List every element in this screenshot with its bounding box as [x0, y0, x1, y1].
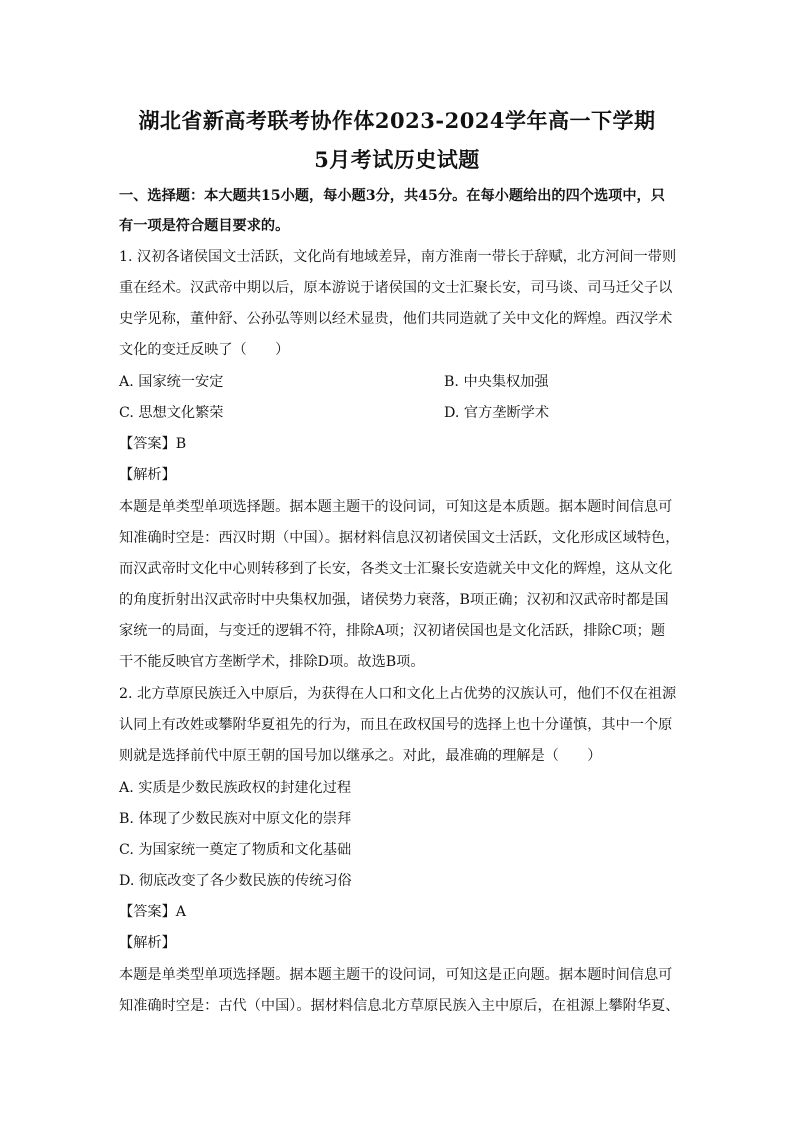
q1-stem-line-3: 史学见称，董仲舒、公孙弘等则以经术显贵，他们共同造就了关中文化的辉煌。西汉学术: [119, 311, 673, 327]
q2-stem-line-3: 则就是选择前代中原王朝的国号加以继承之。对此，最准确的理解是（ ）: [119, 748, 602, 764]
q1-answer: 【答案】B: [119, 436, 187, 452]
section-heading-line-1: 一、选择题：本大题共15小题，每小题3分，共45分。在每小题给出的四个选项中，只: [119, 188, 665, 204]
q2-option-a: A. 实质是少数民族政权的封建化过程: [119, 780, 352, 796]
q2-option-b: B. 体现了少数民族对中原文化的崇拜: [119, 811, 352, 827]
q1-analysis-label: 【解析】: [119, 467, 176, 483]
q1-analysis-line-6: 干不能反映官方垄断学术，排除D项。故选B项。: [119, 654, 425, 670]
q2-stem-line-1: 2. 北方草原民族迁入中原后，为获得在人口和文化上占优势的汉族认可，他们不仅在祖源: [119, 686, 677, 702]
q1-analysis-line-5: 家统一的局面，与变迁的逻辑不符，排除A项；汉初诸侯国也是文化活跃，排除C项；题: [119, 623, 666, 639]
q1-analysis-line-3: 而汉武帝时文化中心则转移到了长安，各类文士汇聚长安造就关中文化的辉煌，这从文化: [119, 561, 673, 577]
q1-analysis-line-2: 知准确时空是：西汉时期（中国）。据材料信息汉初诸侯国文士活跃，文化形成区域特色，: [119, 530, 680, 546]
q2-option-c: C. 为国家统一奠定了物质和文化基础: [119, 842, 352, 858]
q2-analysis-line-2: 知准确时空是：古代（中国）。据材料信息北方草原民族入主中原后，在祖源上攀附华夏、: [119, 998, 680, 1014]
q2-stem-line-2: 认同上有改姓或攀附华夏祖先的行为，而且在政权国号的选择上也十分谨慎，其中一个原: [119, 717, 673, 733]
q1-stem-line-4: 文化的变迁反映了（ ）: [119, 342, 290, 358]
q2-answer: 【答案】A: [119, 904, 186, 920]
q1-analysis-line-1: 本题是单类型单项选择题。据本题主题干的设问词，可知这是本质题。据本题时间信息可: [119, 499, 673, 515]
q2-option-d: D. 彻底改变了各少数民族的传统习俗: [119, 873, 352, 889]
q1-option-c: C. 思想文化繁荣: [119, 405, 224, 421]
q2-analysis-label: 【解析】: [119, 935, 176, 951]
q1-option-a: A. 国家统一安定: [119, 374, 224, 390]
section-heading-line-2: 有一项是符合题目要求的。: [119, 218, 290, 234]
q1-stem-line-2: 重在经术。汉武帝中期以后，原本游说于诸侯国的文士汇聚长安，司马谈、司马迁父子以: [119, 280, 673, 296]
q1-stem-line-1: 1. 汉初各诸侯国文士活跃，文化尚有地域差异，南方淮南一带长于辞赋，北方河间一带则: [119, 249, 677, 265]
document-title-line-2: 5月考试历史试题: [314, 147, 480, 172]
q1-option-b: B. 中央集权加强: [444, 374, 549, 390]
document-title-line-1: 湖北省新高考联考协作体2023-2024学年高一下学期: [138, 108, 656, 133]
q2-analysis-line-1: 本题是单类型单项选择题。据本题主题干的设问词，可知这是正向题。据本题时间信息可: [119, 967, 673, 983]
q1-option-d: D. 官方垄断学术: [444, 405, 550, 421]
q1-analysis-line-4: 的角度折射出汉武帝时中央集权加强，诸侯势力衰落，B项正确；汉初和汉武帝时都是国: [119, 592, 669, 608]
